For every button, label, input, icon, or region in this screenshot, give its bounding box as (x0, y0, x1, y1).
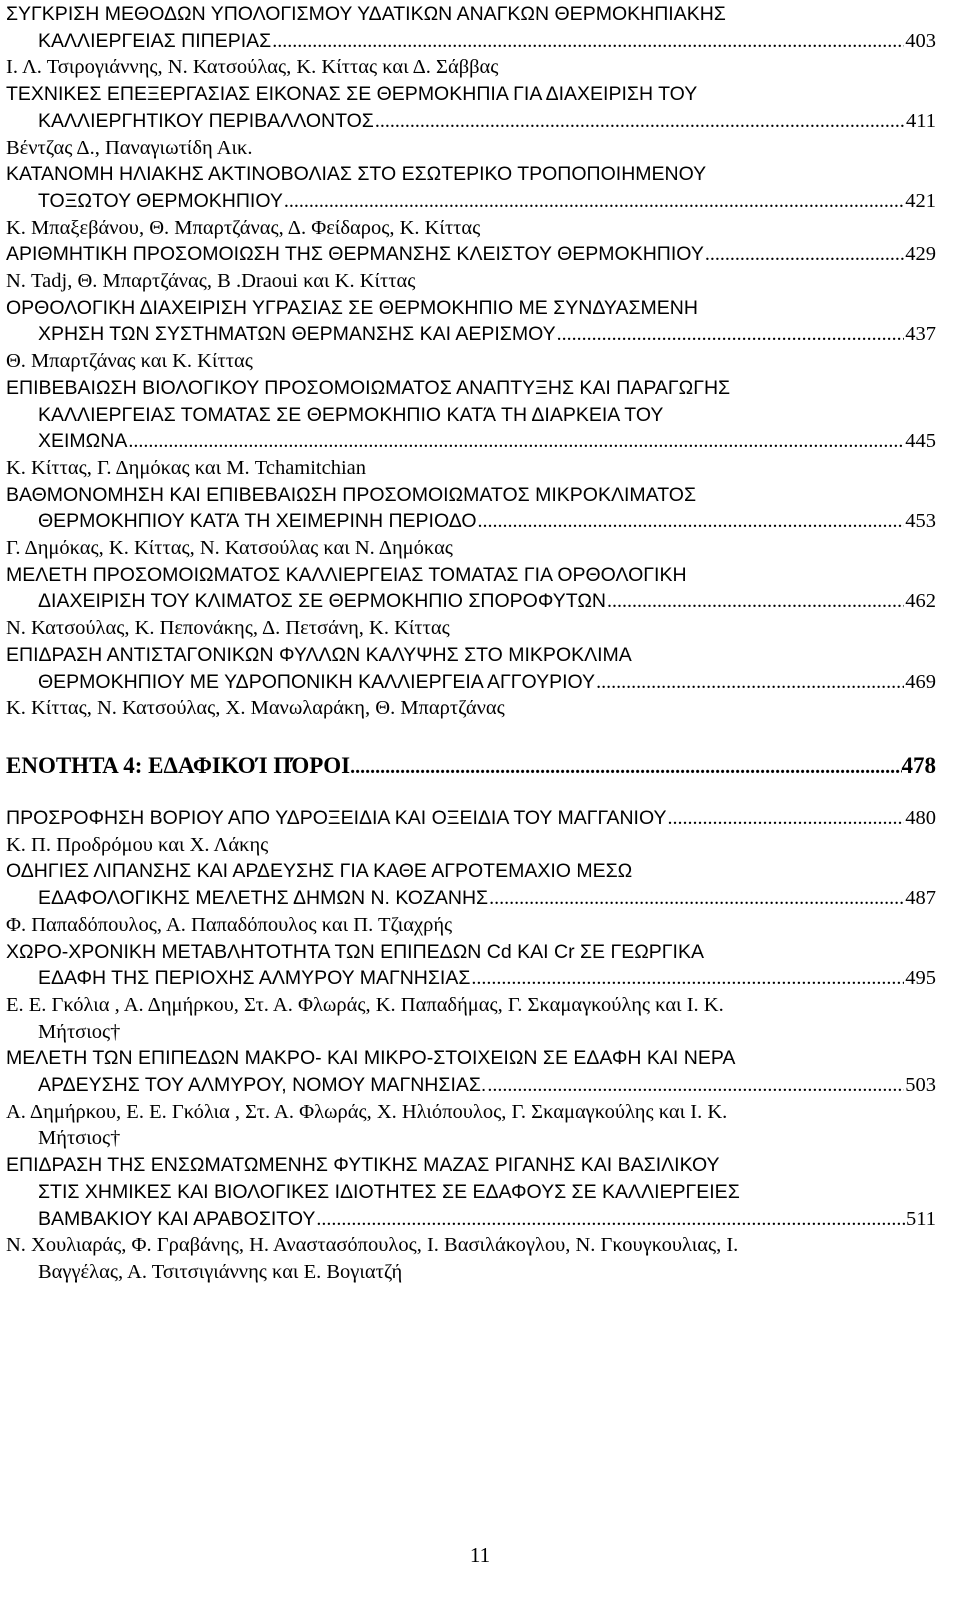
toc-entry-title-line: ΕΠΙΒΕΒΑΙΩΣΗ ΒΙΟΛΟΓΙΚΟΥ ΠΡΟΣΟΜΟΙΩΜΑΤΟΣ ΑΝΑΠΤΥΞΗΣ ΚΑΙ ΠΑΡΑΓΩΓΗΣ (6, 376, 731, 399)
entry-title-text: ΤΟΞΩΤΟΥ ΘΕΡΜΟΚΗΠΙΟΥ (38, 189, 283, 212)
toc-entry-title-last-line[interactable] (38, 669, 936, 695)
entry-page-number: 421 (905, 189, 936, 212)
section-heading[interactable] (6, 750, 936, 782)
toc-entry-title-line: ΤΕΧΝΙΚΕΣ ΕΠΕΞΕΡΓΑΣΙΑΣ ΕΙΚΟΝΑΣ ΣΕ ΘΕΡΜΟΚΗΠΙΑ ΓΙΑ ΔΙΑΧΕΙΡΙΣΗ ΤΟΥ (6, 83, 698, 106)
entry-page-number: 495 (905, 967, 936, 990)
entry-title-text: ΚΑΛΛΙΕΡΓΕΙΑΣ ΠΙΠΕΡΙΑΣ (38, 29, 272, 52)
entry-page-number: 429 (905, 243, 936, 266)
toc-entry-authors: Α. Δημήρκου, Ε. Ε. Γκόλια , Στ. Α. Φλωράς, Χ. Ηλιόπουλος, Γ. Σκαμαγκούλης και Ι. Κ. (6, 1100, 728, 1123)
dot-leader (557, 321, 905, 347)
dot-leader (128, 428, 904, 454)
entry-title-text: ΠΡΟΣΡΟΦΗΣΗ ΒΟΡΙΟΥ ΑΠΟ ΥΔΡΟΞΕΙΔΙΑ ΚΑΙ ΟΞΕΙΔΙΑ ΤΟΥ ΜΑΓΓΑΝΙΟΥ (6, 807, 667, 829)
toc-entry-title-line: ΜΕΛΕΤΗ ΠΡΟΣΟΜΟΙΩΜΑΤΟΣ ΚΑΛΛΙΕΡΓΕΙΑΣ ΤΟΜΑΤΑΣ ΓΙΑ ΟΡΘΟΛΟΓΙΚΗ (6, 563, 687, 586)
entry-page-number: 469 (905, 670, 936, 693)
toc-entry-authors: Ν. Χουλιαράς, Φ. Γραβάνης, Η. Αναστασόπουλος, Ι. Βασιλάκογλου, Ν. Γκουγκουλιας, Ι. (6, 1234, 739, 1257)
section-title: ΕΝΟΤΗΤΑ 4: ΕΔΑΦΙΚΟΊ ΠΌΡΟΙ (6, 753, 351, 778)
dot-leader (284, 188, 904, 214)
toc-entry-authors: Ν. Tadj, Θ. Μπαρτζάνας, Β .Draoui και Κ. Κίττας (6, 270, 416, 292)
entry-title-text: ΕΔΑΦΗ ΤΗΣ ΠΕΡΙΟΧΗΣ ΑΛΜΥΡΟΥ ΜΑΓΝΗΣΙΑΣ (38, 967, 471, 990)
entry-page-number: 487 (905, 887, 936, 910)
toc-entry-title-last-line[interactable] (6, 241, 936, 267)
entry-title-text: ΑΡΙΘΜΗΤΙΚΗ ΠΡΟΣΟΜΟΙΩΣΗ ΤΗΣ ΘΕΡΜΑΝΣΗΣ ΚΛΕΙΣΤΟΥ ΘΕΡΜΟΚΗΠΙΟΥ (6, 243, 704, 266)
toc-entry-title-line: ΜΕΛΕΤΗ ΤΩΝ ΕΠΙΠΕΔΩΝ ΜΑΚΡΟ- ΚΑΙ ΜΙΚΡΟ-ΣΤΟΙΧΕΙΩΝ ΣΕ ΕΔΑΦΗ ΚΑΙ ΝΕΡΑ (6, 1047, 736, 1070)
toc-entry-title-last-line[interactable] (38, 28, 936, 54)
entry-title-text: ΚΑΛΛΙΕΡΓΗΤΙΚΟΥ ΠΕΡΙΒΑΛΛΟΝΤΟΣ (38, 109, 374, 132)
dot-leader (272, 28, 904, 54)
toc-entry-title-line: ΕΠΙΔΡΑΣΗ ΑΝΤΙΣΤΑΓΟΝΙΚΩΝ ΦΥΛΛΩΝ ΚΑΛΥΨΗΣ ΣΤΟ ΜΙΚΡΟΚΛΙΜΑ (6, 643, 632, 666)
toc-entry-authors: Ι. Λ. Τσιρογιάννης, Ν. Κατσούλας, Κ. Κίττας και Δ. Σάββας (6, 56, 499, 79)
toc-entry-authors: Μήτσιος† (38, 1127, 121, 1150)
toc-entry-title-line: ΒΑΘΜΟΝΟΜΗΣΗ ΚΑΙ ΕΠΙΒΕΒΑΙΩΣΗ ΠΡΟΣΟΜΟΙΩΜΑΤΟΣ ΜΙΚΡΟΚΛΙΜΑΤΟΣ (6, 483, 697, 506)
toc-entry-title-line: ΚΑΤΑΝΟΜΗ ΗΛΙΑΚΗΣ ΑΚΤΙΝΟΒΟΛΙΑΣ ΣΤΟ ΕΣΩΤΕΡΙΚΟ ΤΡΟΠΟΠΟΙΗΜΕΝΟΥ (6, 163, 707, 186)
toc-entry-authors: Κ. Π. Προδρόμου και Χ. Λάκης (6, 833, 269, 856)
toc-entry-authors: Κ. Κίττας, Ν. Κατσούλας, Χ. Μανωλαράκη, Θ. Μπαρτζάνας (6, 697, 505, 720)
dot-leader (316, 1206, 905, 1232)
toc-entry-title-last-line[interactable] (38, 321, 936, 347)
entry-title-text: ΕΔΑΦΟΛΟΓΙΚΗΣ ΜΕΛΕΤΗΣ ΔΗΜΩΝ Ν. ΚΟΖΑΝΗΣ (38, 887, 489, 910)
toc-entry-authors: Φ. Παπαδόπουλος, Α. Παπαδόπουλος και Π. Τζιαχρής (6, 913, 453, 936)
dot-leader (705, 241, 904, 267)
entry-title-text: ΑΡΔΕΥΣΗΣ ΤΟΥ ΑΛΜΥΡΟΥ, ΝΟΜΟΥ ΜΑΓΝΗΣΙΑΣ. (38, 1074, 487, 1096)
toc-entry-title-last-line[interactable] (38, 965, 936, 991)
entry-page-number: 437 (905, 323, 936, 346)
entry-title-text: ΧΕΙΜΩΝΑ (38, 430, 128, 453)
toc-entry-authors: Γ. Δημόκας, Κ. Κίττας, Ν. Κατσούλας και Ν. Δημόκας (6, 537, 453, 559)
toc-entry-title-line: ΣΥΓΚΡΙΣΗ ΜΕΘΟΔΩΝ ΥΠΟΛΟΓΙΣΜΟΥ ΥΔΑΤΙΚΩΝ ΑΝΑΓΚΩΝ ΘΕΡΜΟΚΗΠΙΑΚΗΣ (6, 3, 726, 25)
entry-title-text: ΒΑΜΒΑΚΙΟΥ ΚΑΙ ΑΡΑΒΟΣΙΤΟΥ (38, 1207, 316, 1230)
entry-page-number: 503 (905, 1074, 936, 1096)
entry-page-number: 453 (905, 510, 936, 533)
toc-entry-title-line: ΧΩΡΟ-ΧΡΟΝΙΚΗ ΜΕΤΑΒΛΗΤΟΤΗΤΑ ΤΩΝ ΕΠΙΠΕΔΩΝ Cd ΚΑΙ Cr ΣΕ ΓΕΩΡΓΙΚΑ (6, 940, 704, 963)
toc-entry-authors: Βέντζας Δ., Παναγιωτίδη Αικ. (6, 136, 253, 159)
entry-page-number: 480 (905, 807, 936, 829)
entry-page-number: 462 (905, 590, 936, 613)
toc-entry-authors: Βαγγέλας, Α. Τσιτσιγιάννης και Ε. Βογιατζή (38, 1260, 403, 1283)
entry-page-number: 411 (906, 109, 936, 132)
dot-leader (489, 885, 904, 911)
toc-entry-authors: Ε. Ε. Γκόλια , Α. Δημήρκου, Στ. Α. Φλωράς, Κ. Παπαδήμας, Γ. Σκαμαγκούλης και Ι. Κ. (6, 993, 724, 1016)
toc-entry-authors: Μήτσιος† (38, 1020, 121, 1043)
toc-entry-title-last-line[interactable] (38, 508, 936, 534)
entry-page-number: 445 (905, 430, 936, 453)
toc-entry-title-line: ΟΡΘΟΛΟΓΙΚΗ ΔΙΑΧΕΙΡΙΣΗ ΥΓΡΑΣΙΑΣ ΣΕ ΘΕΡΜΟΚΗΠΙΟ ΜΕ ΣΥΝΔΥΑΣΜΕΝΗ (6, 296, 698, 319)
toc-entry-title-line: ΕΠΙΔΡΑΣΗ ΤΗΣ ΕΝΣΩΜΑΤΩΜΕΝΗΣ ΦΥΤΙΚΗΣ ΜΑΖΑΣ ΡΙΓΑΝΗΣ ΚΑΙ ΒΑΣΙΛΙΚΟΥ (6, 1154, 720, 1177)
toc-entry-title-last-line[interactable] (38, 1072, 936, 1098)
entry-title-text: ΘΕΡΜΟΚΗΠΙΟΥ ΚΑΤΆ ΤΗ ΧΕΙΜΕΡΙΝΗ ΠΕΡΙΟΔΟ (38, 510, 477, 533)
toc-entry-authors: Ν. Κατσούλας, Κ. Πεπονάκης, Δ. Πετσάνη, Κ. Κίττας (6, 617, 450, 640)
page-number: 11 (469, 1543, 491, 1567)
toc-entry-title-last-line[interactable] (38, 108, 936, 134)
section-page-number: 478 (901, 753, 936, 778)
dot-leader (607, 588, 904, 614)
entry-title-text: ΘΕΡΜΟΚΗΠΙΟΥ ΜΕ ΥΔΡΟΠΟΝΙΚΗ ΚΑΛΛΙΕΡΓΕΙΑ ΑΓΓΟΥΡΙΟΥ (38, 670, 596, 693)
toc-entry-title-line: ΣΤΙΣ ΧΗΜΙΚΕΣ ΚΑΙ ΒΙΟΛΟΓΙΚΕΣ ΙΔΙΟΤΗΤΕΣ ΣΕ ΕΔΑΦΟΥΣ ΣΕ ΚΑΛΛΙΕΡΓΕΙΕΣ (38, 1180, 740, 1203)
toc-entry-authors: Κ. Κίττας, Γ. Δημόκας και Μ. Tchamitchian (6, 456, 367, 479)
dot-leader (668, 805, 905, 831)
entry-page-number: 511 (906, 1207, 936, 1230)
toc-entry-authors: Κ. Μπαξεβάνου, Θ. Μπαρτζάνας, Δ. Φείδαρος, Κ. Κίττας (6, 216, 481, 239)
toc-entry-title-last-line[interactable] (38, 885, 936, 911)
toc-entry-title-last-line[interactable] (38, 1206, 936, 1232)
dot-leader (487, 1072, 904, 1098)
toc-entry-title-last-line[interactable] (6, 805, 936, 831)
entry-title-text: ΧΡΗΣΗ ΤΩΝ ΣΥΣΤΗΜΑΤΩΝ ΘΕΡΜΑΝΣΗΣ ΚΑΙ ΑΕΡΙΣΜΟΥ (38, 323, 556, 346)
dot-leader (596, 669, 904, 695)
toc-entry-title-line: ΚΑΛΛΙΕΡΓΕΙΑΣ ΤΟΜΑΤΑΣ ΣΕ ΘΕΡΜΟΚΗΠΙΟ ΚΑΤΆ ΤΗ ΔΙΑΡΚΕΙΑ ΤΟΥ (38, 403, 664, 426)
toc-entry-title-last-line[interactable] (38, 588, 936, 614)
dot-leader (478, 508, 905, 534)
toc-entry-authors: Θ. Μπαρτζάνας και Κ. Κίττας (6, 350, 253, 373)
toc-entry-title-last-line[interactable] (38, 428, 936, 454)
toc-entry-title-line: ΟΔΗΓΙΕΣ ΛΙΠΑΝΣΗΣ ΚΑΙ ΑΡΔΕΥΣΗΣ ΓΙΑ ΚΑΘΕ ΑΓΡΟΤΕΜΑΧΙΟ ΜΕΣΩ (6, 860, 633, 883)
dot-leader (375, 108, 905, 134)
entry-title-text: ΔΙΑΧΕΙΡΙΣΗ ΤΟΥ ΚΛΙΜΑΤΟΣ ΣΕ ΘΕΡΜΟΚΗΠΙΟ ΣΠΟΡΟΦΥΤΩΝ (38, 590, 607, 613)
entry-page-number: 403 (905, 29, 936, 52)
dot-leader (350, 751, 901, 783)
toc-entry-title-last-line[interactable] (38, 188, 936, 214)
dot-leader (471, 965, 904, 991)
